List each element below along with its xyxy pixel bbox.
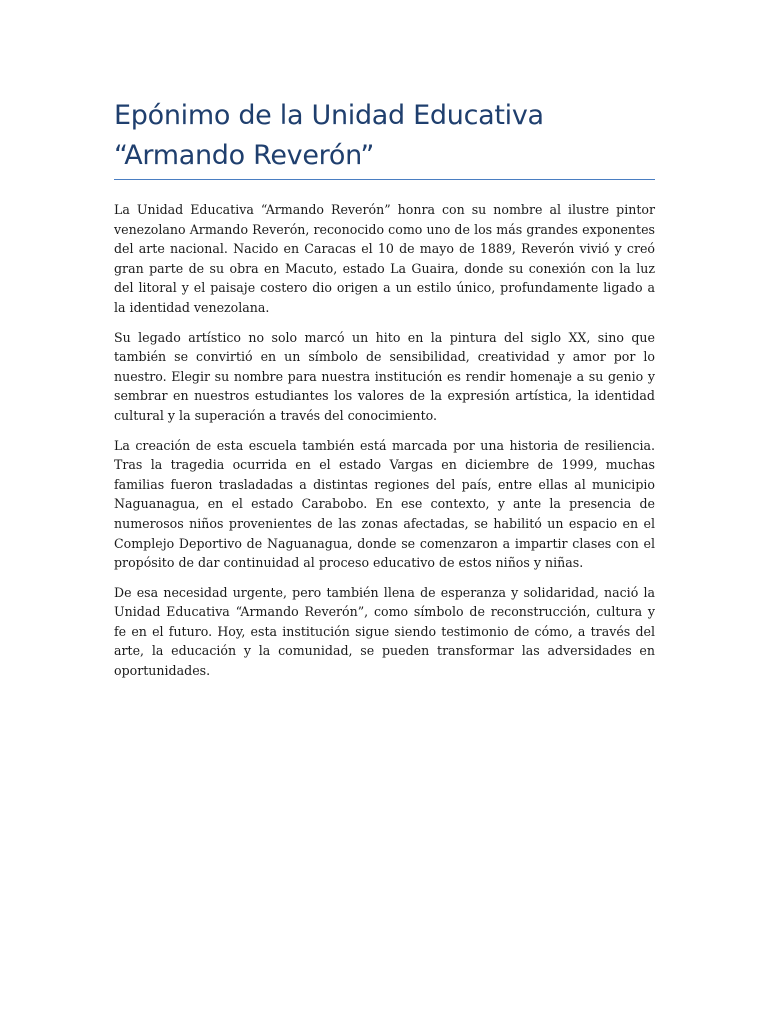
document-body — [114, 200, 655, 691]
page-title — [114, 96, 655, 176]
paragraph-intro: La Unidad Educativa “Armando Reverón” honra con su nombre al ilustre pintor venezolano Armando Reverón, reconocido como uno de los más grandes exponentes del arte nacional. Nacido en Caracas el 10 de mayo de 1889, Reverón vivió y creó gran parte de su obra en Macuto, estado La Guaira, donde su conexión con la luz del litoral y el paisaje costero dio origen a un estilo único, profundamente ligado a la identidad venezolana. — [114, 202, 655, 315]
title-block — [114, 96, 655, 176]
title-line-1: Epónimo de la Unidad Educativa — [114, 100, 544, 131]
paragraph-conclusion: De esa necesidad urgente, pero también llena de esperanza y solidaridad, nació la Unidad Educativa “Armando Reverón”, como símbolo de reconstrucción, cultura y fe en el futuro. Hoy, esta institución sigue siendo testimonio de cómo, a través del arte, la educación y la comunidad, se pueden transformar las adversidades en oportunidades. — [114, 584, 655, 679]
paragraph-history: La creación de esta escuela también está marcada por una historia de resiliencia. Tras la tragedia ocurrida en el estado Vargas en diciembre de 1999, muchas familias fueron trasladadas a distintas regiones del país, entre ellas al municipio Naguanagua, en el estado Carabobo. En ese contexto, y ante la presencia de numerosos niños provenientes de las zonas afectadas, se habilitó un espacio en el Complejo Deportivo de Naguanagua, donde se comenzaron a impartir clases con el propósito de dar continuidad al proceso educativo de estos niños y niñas. — [114, 437, 655, 571]
title-underline-divider — [114, 179, 655, 180]
title-line-2: “Armando Reverón” — [114, 140, 375, 171]
paragraph-legacy: Su legado artístico no solo marcó un hito en la pintura del siglo XX, sino que también se convirtió en un símbolo de sensibilidad, creatividad y amor por lo nuestro. Elegir su nombre para nuestra institución es rendir homenaje a su genio y sembrar en nuestros estudiantes los valores de la expresión artística, la identidad cultural y la superación a través del conocimiento. — [114, 329, 655, 423]
